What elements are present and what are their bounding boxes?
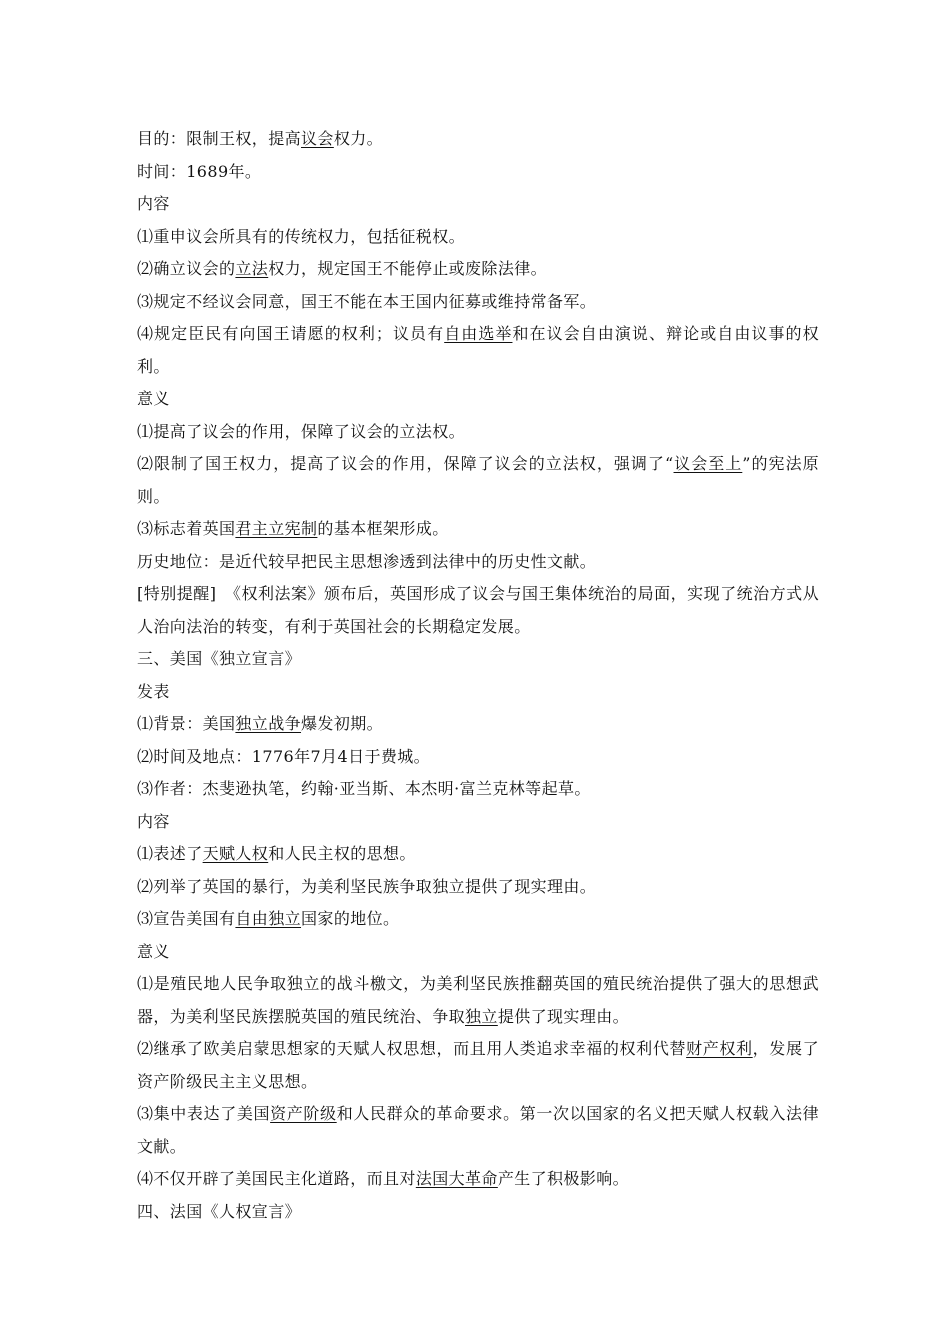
text-line bbox=[137, 578, 819, 643]
text-run: 内容 bbox=[137, 194, 170, 213]
text-line bbox=[137, 968, 819, 1033]
text-line bbox=[137, 1033, 819, 1098]
text-line bbox=[137, 1196, 819, 1229]
text-line bbox=[137, 188, 819, 221]
text-run: 意义 bbox=[137, 389, 170, 408]
underlined-keyword: 议会 bbox=[301, 129, 334, 148]
text-run: 产生了积极影响。 bbox=[497, 1169, 630, 1188]
underlined-keyword: 财产权利 bbox=[686, 1039, 753, 1058]
underlined-keyword: 独立 bbox=[465, 1006, 498, 1026]
text-run: 和人民主权的思想。 bbox=[268, 844, 416, 863]
text-line bbox=[137, 643, 819, 676]
text-run: 权力。 bbox=[333, 129, 384, 148]
underlined-keyword: 独立战争 bbox=[235, 714, 302, 733]
text-run: ⑵限制了国王权力，提高了议会的作用，保障了议会的立法权，强调了“ bbox=[137, 454, 674, 473]
text-run: 和人民群众的革命要求。第一次以国家的名义把天赋人权载入法律文献。 bbox=[137, 1104, 819, 1156]
underlined-keyword: 天赋人权 bbox=[202, 844, 269, 863]
text-line bbox=[137, 318, 819, 383]
text-line bbox=[137, 806, 819, 839]
text-run: ⑶标志着英国 bbox=[137, 519, 236, 538]
text-run: ⑵确立议会的 bbox=[137, 259, 236, 278]
text-run: 目的：限制王权，提高 bbox=[137, 129, 302, 148]
text-run: ⑵列举了英国的暴行，为美利坚民族争取独立提供了现实理由。 bbox=[137, 876, 597, 896]
text-line bbox=[137, 871, 819, 904]
text-run: ⑴是殖民地人民争取独立的战斗檄文，为美利坚民族推翻英国的殖民统治提供了强大的思想武器，为美利坚民族摆脱英国的殖民统治、争取 bbox=[137, 974, 819, 1026]
text-line bbox=[137, 123, 819, 156]
text-run: ⑴重申议会所具有的传统权力，包括征税权。 bbox=[137, 226, 466, 246]
text-run: 国家的地位。 bbox=[301, 909, 400, 928]
text-run: ⑴背景：美国 bbox=[137, 714, 236, 733]
underlined-keyword: 自由选举 bbox=[444, 324, 513, 343]
document-page bbox=[137, 123, 819, 1228]
text-run: 和在议会自由演说、辩论或自由议事的权利。 bbox=[137, 324, 819, 376]
text-line bbox=[137, 708, 819, 741]
underlined-keyword: 议会至上 bbox=[673, 454, 743, 473]
underlined-keyword: 立法 bbox=[235, 259, 269, 278]
text-run: ⑶宣告美国有 bbox=[137, 909, 236, 928]
text-run: ⑶作者：杰斐逊执笔，约翰·亚当斯、本杰明·富兰克林等起草。 bbox=[137, 779, 591, 798]
text-line bbox=[137, 383, 819, 416]
text-run: 意义 bbox=[137, 941, 170, 961]
text-run: 提供了现实理由。 bbox=[497, 1006, 630, 1026]
text-run: 权力，规定国王不能停止或废除法律。 bbox=[268, 259, 548, 278]
text-run: 内容 bbox=[137, 811, 170, 831]
text-line bbox=[137, 253, 819, 286]
text-line bbox=[137, 546, 819, 579]
text-line bbox=[137, 448, 819, 513]
text-line bbox=[137, 936, 819, 969]
text-run: 三、美国《独立宣言》 bbox=[137, 649, 302, 668]
text-line bbox=[137, 513, 819, 546]
text-run: ⑶规定不经议会同意，国王不能在本王国内征募或维持常备军。 bbox=[137, 291, 597, 311]
text-line bbox=[137, 773, 819, 806]
text-run: 时间：1689年。 bbox=[137, 161, 262, 181]
text-run: ⑶集中表达了美国 bbox=[137, 1104, 271, 1123]
underlined-keyword: 君主立宪制 bbox=[235, 519, 318, 538]
text-line bbox=[137, 1163, 819, 1196]
text-run: 发表 bbox=[137, 681, 170, 701]
underlined-keyword: 自由独立 bbox=[235, 909, 302, 928]
text-run: 历史地位：是近代较早把民主思想渗透到法律中的历史性文献。 bbox=[137, 551, 597, 571]
text-line bbox=[137, 741, 819, 774]
text-run: [特别提醒] 《权利法案》颁布后，英国形成了议会与国王集体统治的局面，实现了统治方式从人治向法治的转变，有利于英国社会的长期稳定发展。 bbox=[137, 584, 819, 636]
text-run: ⑵时间及地点：1776年7月4日于费城。 bbox=[137, 746, 431, 766]
text-line bbox=[137, 156, 819, 189]
text-run: ⑷规定臣民有向国王请愿的权利；议员有 bbox=[137, 324, 445, 343]
text-run: ⑴表述了 bbox=[137, 844, 203, 863]
text-run: ，发展了资产阶级民主主义思想。 bbox=[137, 1039, 819, 1091]
text-run: ⑵继承了欧美启蒙思想家的天赋人权思想，而且用人类追求幸福的权利代替 bbox=[137, 1039, 687, 1058]
text-line bbox=[137, 903, 819, 936]
underlined-keyword: 资产阶级 bbox=[270, 1104, 337, 1123]
text-run: ”的宪法原则。 bbox=[137, 454, 819, 506]
text-line bbox=[137, 286, 819, 319]
underlined-keyword: 法国大革命 bbox=[415, 1169, 498, 1188]
text-line bbox=[137, 416, 819, 449]
text-run: 爆发初期。 bbox=[301, 714, 384, 733]
text-run: 的基本框架形成。 bbox=[317, 519, 449, 538]
text-line bbox=[137, 676, 819, 709]
text-line bbox=[137, 838, 819, 871]
text-line bbox=[137, 1098, 819, 1163]
text-run: ⑴提高了议会的作用，保障了议会的立法权。 bbox=[137, 421, 466, 441]
text-run: 四、法国《人权宣言》 bbox=[137, 1201, 302, 1221]
text-line bbox=[137, 221, 819, 254]
text-run: ⑷不仅开辟了美国民主化道路，而且对 bbox=[137, 1169, 416, 1188]
